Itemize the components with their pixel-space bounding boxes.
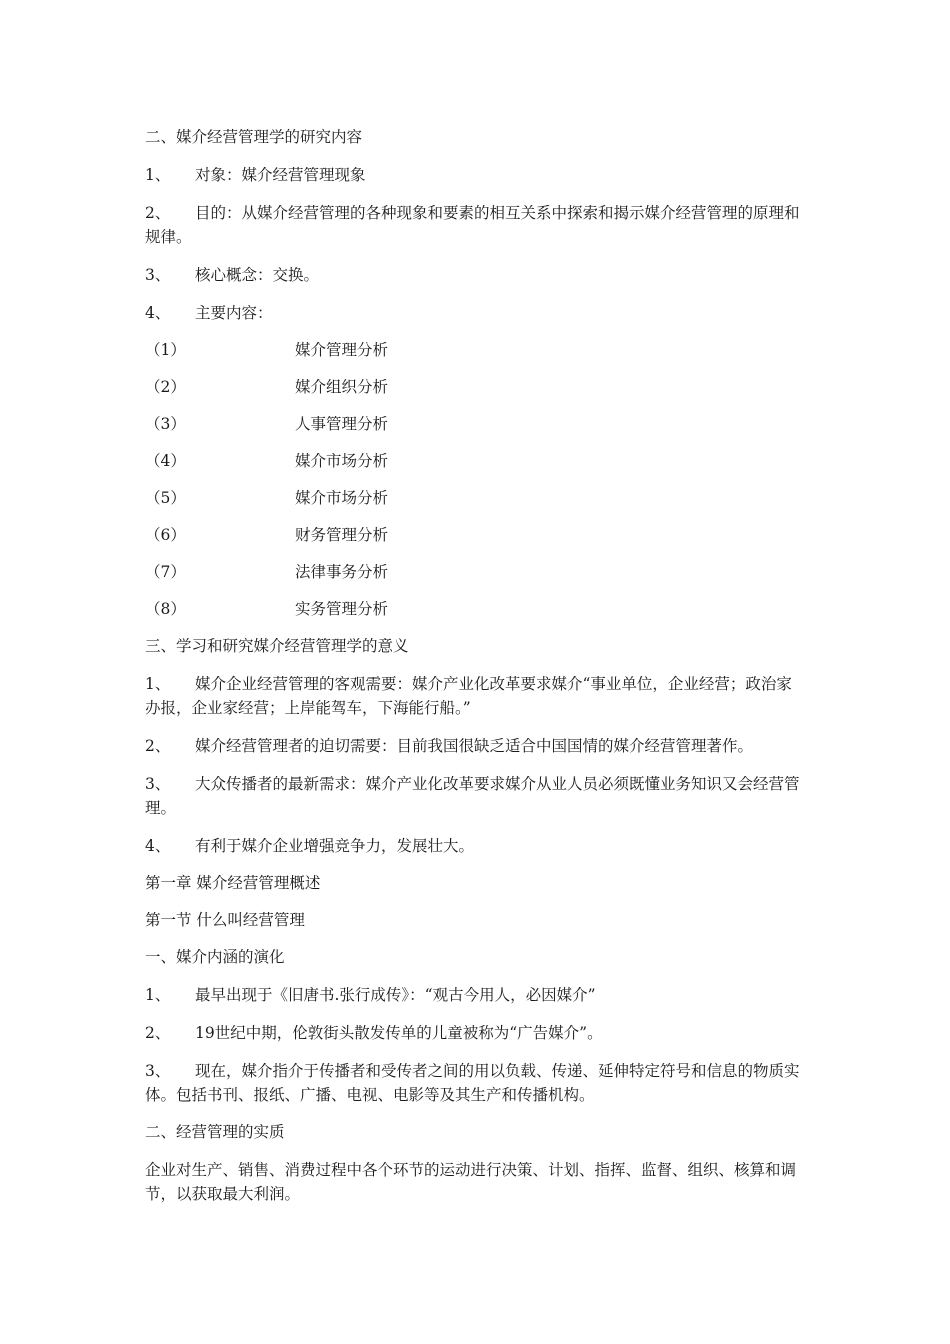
item-text: 核心概念：交换。 bbox=[195, 266, 320, 284]
numbered-item bbox=[145, 1021, 805, 1045]
section-heading: 二、媒介经营管理学的研究内容 bbox=[145, 128, 363, 146]
numbered-item bbox=[145, 163, 805, 187]
section-heading: 一、媒介内涵的演化 bbox=[145, 948, 285, 966]
item-text: 主要内容： bbox=[195, 304, 273, 322]
chapter-title: 第一章 媒介经营管理概述 bbox=[145, 874, 321, 892]
numbered-item bbox=[145, 834, 805, 858]
sub-item-number: （4） bbox=[145, 452, 186, 470]
numbered-item bbox=[145, 734, 805, 758]
item-text: 现在，媒介指介于传播者和受传者之间的用以负载、传递、延伸特定符号和信息的物质实体。包括书刊、报纸、广播、电视、电影等及其生产和传播机构。 bbox=[145, 1062, 800, 1104]
numbered-item bbox=[145, 672, 805, 720]
numbered-item bbox=[145, 983, 805, 1007]
item-number: 1、 bbox=[145, 675, 171, 693]
item-text: 目的：从媒介经营管理的各种现象和要素的相互关系中探索和揭示媒介经营管理的原理和规律。 bbox=[145, 204, 800, 246]
body-paragraph: 企业对生产、销售、消费过程中各个环节的运动进行决策、计划、指挥、监督、组织、核算和调节，以获取最大利润。 bbox=[145, 1161, 797, 1203]
document-content bbox=[145, 126, 805, 1220]
sub-item-text: 媒介管理分析 bbox=[295, 341, 389, 359]
numbered-item bbox=[145, 201, 805, 249]
item-number: 3、 bbox=[145, 775, 171, 793]
item-number: 3、 bbox=[145, 1062, 171, 1080]
sub-item bbox=[145, 376, 805, 399]
sub-item-text: 媒介市场分析 bbox=[295, 489, 389, 507]
item-number: 3、 bbox=[145, 266, 171, 284]
numbered-item bbox=[145, 263, 805, 287]
section-heading: 二、经营管理的实质 bbox=[145, 1123, 285, 1141]
sub-item-number: （3） bbox=[145, 415, 186, 433]
item-number: 1、 bbox=[145, 986, 171, 1004]
sub-item bbox=[145, 598, 805, 621]
section-heading: 三、学习和研究媒介经营管理学的意义 bbox=[145, 637, 409, 655]
numbered-item bbox=[145, 772, 805, 820]
sub-item-number: （5） bbox=[145, 489, 186, 507]
sub-item-text: 媒介组织分析 bbox=[295, 378, 389, 396]
sub-item-text: 人事管理分析 bbox=[295, 415, 389, 433]
item-number: 4、 bbox=[145, 837, 171, 855]
item-number: 2、 bbox=[145, 1024, 171, 1042]
sub-item-text: 媒介市场分析 bbox=[295, 452, 389, 470]
item-text: 媒介经营管理者的迫切需要：目前我国很缺乏适合中国国情的媒介经营管理著作。 bbox=[195, 737, 754, 755]
item-text: 有利于媒介企业增强竞争力，发展壮大。 bbox=[195, 837, 475, 855]
sub-item bbox=[145, 413, 805, 436]
sub-item bbox=[145, 524, 805, 547]
item-number: 2、 bbox=[145, 204, 171, 222]
item-number: 2、 bbox=[145, 737, 171, 755]
item-number: 1、 bbox=[145, 166, 171, 184]
item-number: 4、 bbox=[145, 304, 171, 322]
sub-item-number: （1） bbox=[145, 341, 186, 359]
numbered-item bbox=[145, 301, 805, 325]
sub-item-number: （6） bbox=[145, 526, 186, 544]
sub-item-number: （7） bbox=[145, 563, 186, 581]
numbered-item bbox=[145, 1059, 805, 1107]
sub-item-number: （8） bbox=[145, 600, 186, 618]
sub-item bbox=[145, 450, 805, 473]
sub-item bbox=[145, 339, 805, 362]
sub-item bbox=[145, 561, 805, 584]
sub-item-text: 财务管理分析 bbox=[295, 526, 389, 544]
item-text: 大众传播者的最新需求：媒介产业化改革要求媒介从业人员必须既懂业务知识又会经营管理。 bbox=[145, 775, 800, 817]
item-text: 最早出现于《旧唐书.张行成传》：“观古今用人，必因媒介” bbox=[195, 986, 596, 1004]
item-text: 19世纪中期，伦敦街头散发传单的儿童被称为“广告媒介”。 bbox=[195, 1024, 603, 1042]
sub-item-text: 实务管理分析 bbox=[295, 600, 389, 618]
sub-item-number: （2） bbox=[145, 378, 186, 396]
item-text: 媒介企业经营管理的客观需要：媒介产业化改革要求媒介“事业单位，企业经营；政治家办报，企业家经营；上岸能驾车，下海能行船。” bbox=[145, 675, 792, 717]
sub-item-text: 法律事务分析 bbox=[295, 563, 389, 581]
section-title: 第一节 什么叫经营管理 bbox=[145, 911, 305, 929]
item-text: 对象：媒介经营管理现象 bbox=[195, 166, 366, 184]
sub-item bbox=[145, 487, 805, 510]
